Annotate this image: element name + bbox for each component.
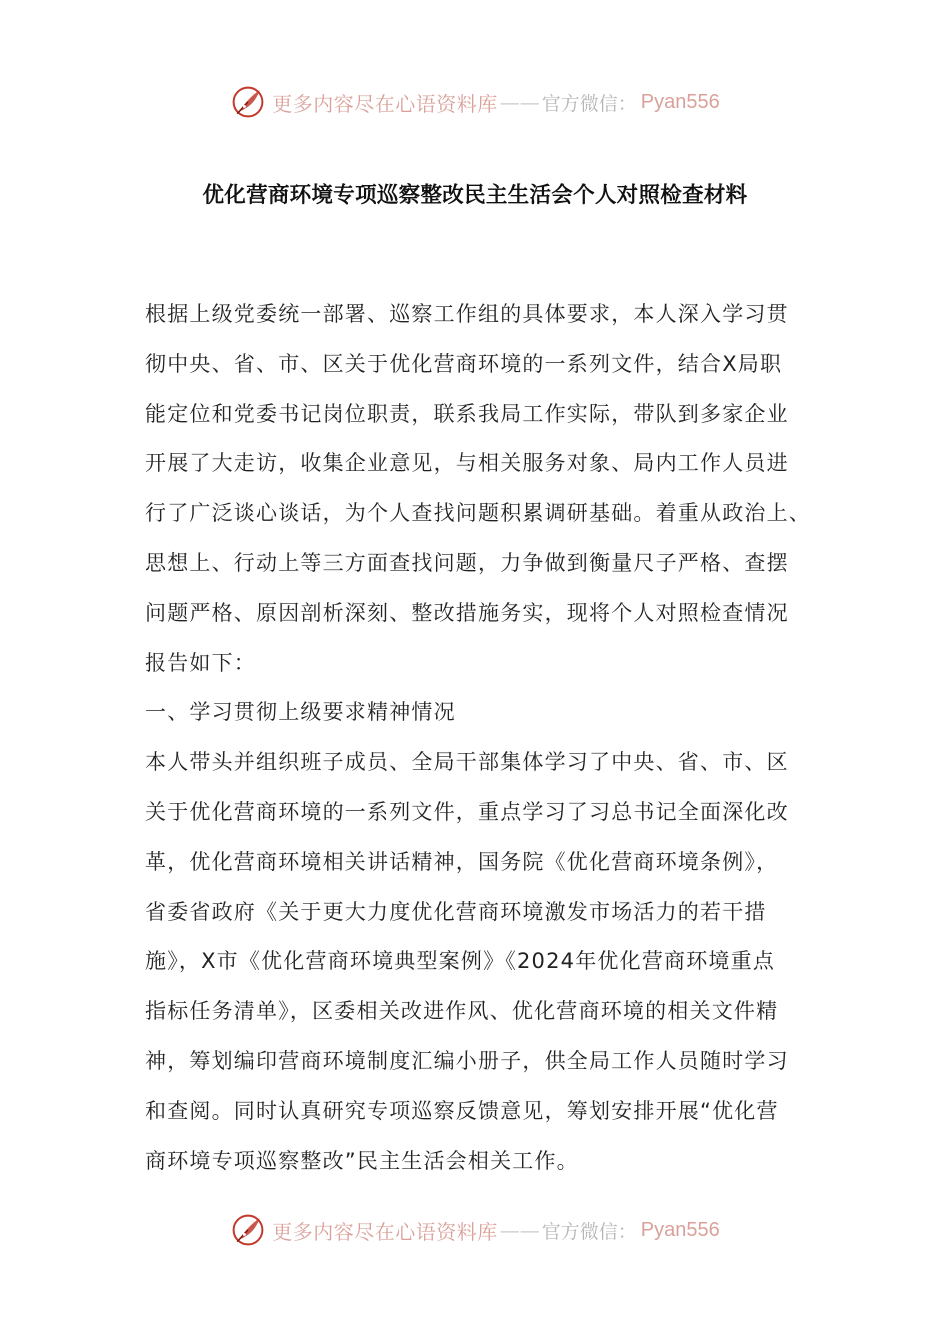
section-heading: 一、学习贯彻上级要求精神情况 — [145, 700, 456, 725]
header-watermark-banner — [0, 80, 950, 124]
body-line: 施》，X市《优化营商环境典型案例》《2024年优化营商环境重点 — [145, 949, 776, 974]
wechat-id: Pyan556 — [640, 1218, 720, 1241]
body-line: 行了广泛谈心谈话，为个人查找问题积累调研基础。着重从政治上、 — [145, 501, 811, 526]
promo-dash: —— — [499, 90, 540, 114]
body-line: 问题严格、原因剖析深刻、整改措施务实，现将个人对照检查情况 — [145, 600, 789, 625]
body-line: 开展了大走访，收集企业意见，与相关服务对象、局内工作人员进 — [145, 451, 789, 476]
body-line: 神，筹划编印营商环境制度汇编小册子，供全局工作人员随时学习 — [145, 1048, 789, 1073]
body-line: 彻中央、省、市、区关于优化营商环境的一系列文件，结合X局职 — [145, 351, 783, 376]
body-line: 指标任务清单》，区委相关改进作风、优化营商环境的相关文件精 — [145, 999, 779, 1024]
body-line: 本人带头并组织班子成员、全局干部集体学习了中央、省、市、区 — [145, 750, 789, 775]
body-line: 能定位和党委书记岗位职责，联系我局工作实际，带队到多家企业 — [145, 401, 789, 426]
body-line: 和查阅。同时认真研究专项巡察反馈意见，筹划安排开展“优化营 — [145, 1098, 779, 1123]
feather-pen-logo-icon — [230, 1212, 266, 1248]
body-line: 根据上级党委统一部署、巡察工作组的具体要求，本人深入学习贯 — [145, 302, 789, 326]
body-line: 思想上、行动上等三方面查找问题，力争做到衡量尺子严格、查摆 — [145, 550, 789, 575]
body-line: 关于优化营商环境的一系列文件，重点学习了习总书记全面深化改 — [145, 799, 789, 824]
wechat-label: 官方微信： — [541, 1220, 637, 1243]
promo-text: 更多内容尽在心语资料库 — [272, 91, 498, 116]
wechat-label: 官方微信： — [541, 92, 637, 115]
body-line: 省委省政府《关于更大力度优化营商环境激发市场活力的若干措 — [145, 899, 767, 924]
wechat-id: Pyan556 — [640, 90, 720, 113]
body-line: 革，优化营商环境相关讲话精神，国务院《优化营商环境条例》， — [145, 849, 779, 874]
body-line: 商环境专项巡察整改”民主生活会相关工作。 — [145, 1148, 579, 1173]
promo-dash: —— — [499, 1218, 540, 1242]
document-title: 优化营商环境专项巡察整改民主生活会个人对照检查材料 — [202, 183, 748, 208]
document-body — [145, 292, 825, 1188]
body-line: 报告如下： — [145, 650, 256, 675]
footer-watermark-banner — [0, 1208, 950, 1252]
feather-pen-logo-icon — [230, 84, 266, 120]
promo-text: 更多内容尽在心语资料库 — [272, 1219, 498, 1244]
